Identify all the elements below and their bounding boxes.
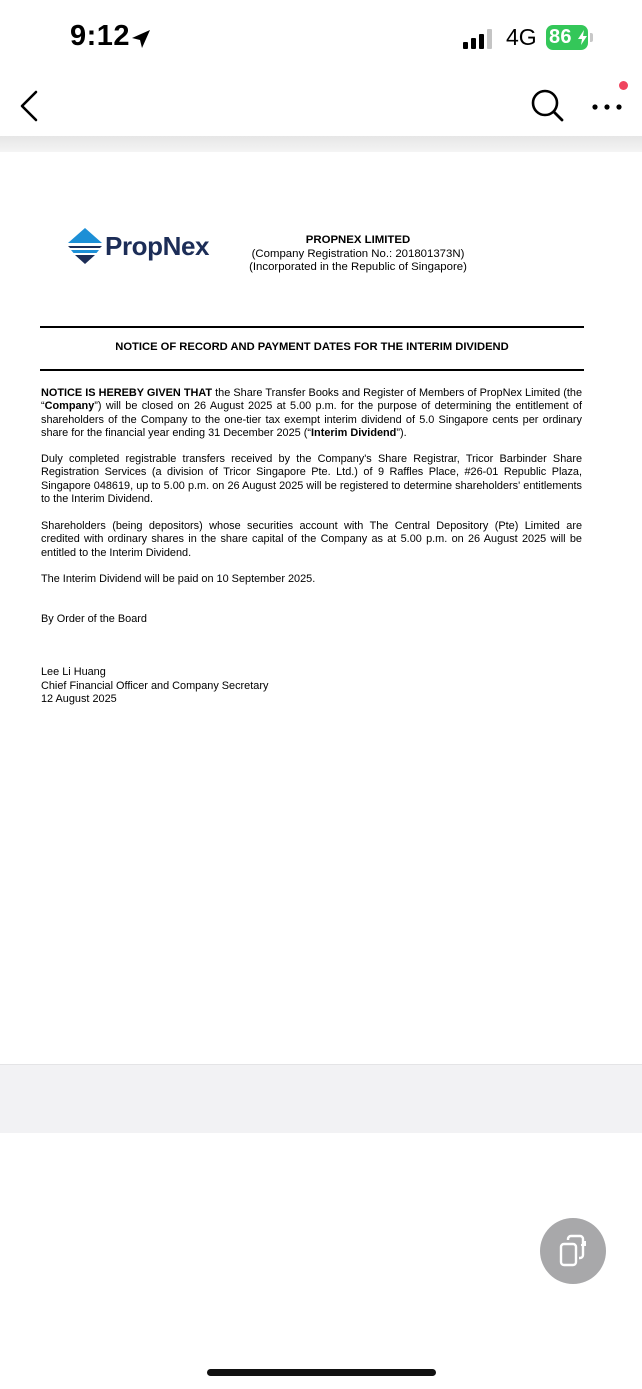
paragraph-2: Duly completed registrable transfers received by the Company's Share Registrar, Tricor Barbinder Share Registration Services (a division of Tricor Singapore Pte. Ltd.) of 9 Raffles Place, #26-01 Republic Plaza, Singapore 048619, up to 5.00 p.m. on 26 August 2025 will be registered to determine shareholders' entitlements to the Interim Dividend. xyxy=(41,453,582,506)
copy-icon xyxy=(557,1234,589,1268)
signatory-name: Lee Li Huang xyxy=(41,666,106,678)
copy-button[interactable] xyxy=(540,1218,606,1284)
propnex-logo-icon xyxy=(65,226,105,266)
bottom-rule xyxy=(40,369,584,371)
battery-indicator xyxy=(546,25,596,50)
notification-dot xyxy=(619,81,628,90)
back-button[interactable] xyxy=(14,86,46,126)
paragraph-3: Shareholders (being depositors) whose securities account with The Central Depository (Pte) Limited are credited with ordinary shares in the share capital of the Company as at 5.00 p.m. on 26 August 2025 will be entitled to the Interim Dividend. xyxy=(41,520,582,559)
paragraph-1: NOTICE IS HEREBY GIVEN THAT the Share Transfer Books and Register of Members of PropNex Limited (the “Company”) will be closed on 26 August 2025 at 5.00 p.m. for the purpose of determining the entitlement of shareholders of the Company to the one-tier tax exempt interim dividend of 5.0 Singapore cents per ordinary share for the financial year ending 31 December 2025 (“Interim Dividend”). xyxy=(41,387,583,440)
document-page xyxy=(0,152,642,1064)
signal-bars-icon xyxy=(463,29,495,49)
location-arrow-icon xyxy=(129,27,153,51)
status-bar xyxy=(0,0,642,78)
top-rule xyxy=(40,326,584,328)
company-header xyxy=(230,234,486,275)
company-registration: (Company Registration No.: 201801373N) xyxy=(251,247,465,260)
notice-title: NOTICE OF RECORD AND PAYMENT DATES FOR THE INTERIM DIVIDEND xyxy=(115,341,509,353)
document-date: 12 August 2025 xyxy=(41,693,117,705)
signatory-title: Chief Financial Officer and Company Secretary xyxy=(41,680,269,692)
page-separator xyxy=(0,1064,642,1133)
battery-level: 86 xyxy=(549,26,572,48)
logo-text: PropNex xyxy=(105,231,210,261)
nav-bar xyxy=(0,78,642,136)
closing-line: By Order of the Board xyxy=(41,613,147,625)
company-name: PROPNEX LIMITED xyxy=(305,234,411,246)
charging-bolt-icon xyxy=(578,30,587,45)
network-type: 4G xyxy=(506,24,537,50)
more-button[interactable] xyxy=(590,98,624,116)
viewer-top-edge xyxy=(0,136,642,152)
company-incorporation: (Incorporated in the Republic of Singapore) xyxy=(249,261,467,273)
search-button[interactable] xyxy=(529,87,565,123)
status-time: 9:12 xyxy=(70,20,131,52)
paragraph-4: The Interim Dividend will be paid on 10 September 2025. xyxy=(41,573,316,585)
home-indicator xyxy=(207,1369,436,1376)
